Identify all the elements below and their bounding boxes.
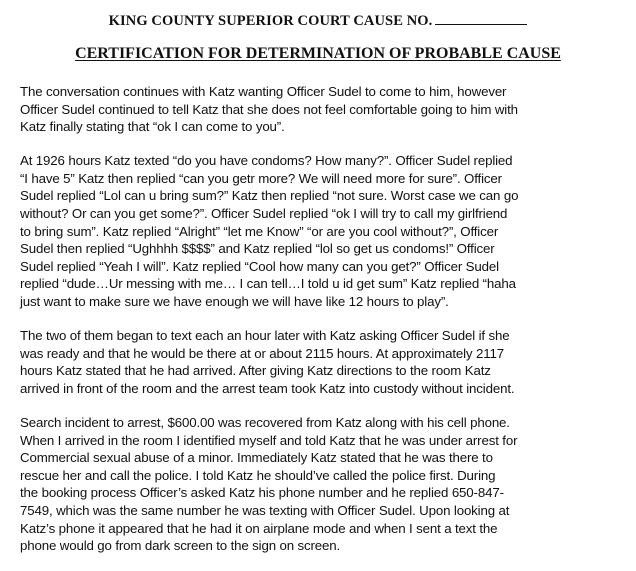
paragraph-line: Commercial sexual abuse of a minor. Immediately Katz stated that he was there to — [20, 450, 493, 466]
paragraph-1 — [20, 83, 624, 136]
paragraph-line: When I arrived in the room I identified myself and told Katz that he was under arrest for — [20, 432, 518, 448]
paragraph-line: to bring sum”. Katz replied “Alright” “let me Know” “or are you cool without?”, Officer — [20, 223, 499, 239]
paragraph-line: arrived in front of the room and the arrest team took Katz into custody without incident. — [20, 380, 515, 396]
paragraph-line: rescue her and call the police. I told Katz he should’ve called the police first. During — [20, 467, 496, 483]
paragraph-line: the booking process Officer’s asked Katz his phone number and he replied 650-847- — [20, 485, 504, 501]
paragraph-line: Katz finally stating that “ok I can come to you”. — [20, 119, 285, 135]
cause-number-header — [0, 12, 636, 30]
paragraph-line: Search incident to arrest, $600.00 was recovered from Katz along with his cell phone. — [20, 415, 510, 430]
cause-number-blank — [435, 12, 527, 25]
paragraph-line: “I have 5” Katz then replied “can you getr more? We will need more for sure”. Officer — [20, 170, 502, 186]
document-title: CERTIFICATION FOR DETERMINATION OF PROBABLE CAUSE — [75, 45, 561, 62]
paragraph-2 — [20, 152, 624, 310]
paragraph-line: was ready and that he would be there at or about 2115 hours. At approximately 2117 — [20, 345, 504, 361]
paragraph-line: Sudel replied “Yeah I will”. Katz replied “Cool how many can you get?” Officer Sudel — [20, 258, 499, 274]
paragraph-4 — [20, 414, 624, 555]
paragraph-line: Sudel then replied “Ughhhh $$$$” and Katz replied “lol so get us condoms!” Officer — [20, 241, 495, 257]
paragraph-line: without? Or can you get some?”. Officer Sudel replied “ok I will try to call my girlfriend — [20, 206, 508, 222]
paragraph-line: The conversation continues with Katz wanting Officer Sudel to come to him, however — [20, 84, 507, 99]
paragraph-line: The two of them began to text each an hour later with Katz asking Officer Sudel if she — [20, 328, 510, 344]
paragraph-line: just want to make sure we have enough we will have like 12 hours to play”. — [20, 294, 449, 310]
document-body — [20, 83, 624, 571]
paragraph-line: Katz’s phone it appeared that he had it on airplane mode and when I sent a text the — [20, 520, 498, 536]
paragraph-line: hours Katz stated that he had arrived. After giving Katz directions to the room Katz — [20, 363, 491, 379]
paragraph-line: Officer Sudel continued to tell Katz that she does not feel comfortable going to him with — [20, 101, 518, 117]
paragraph-line: Sudel replied “Lol can u bring sum?” Katz then replied “not sure. Worst case we can go — [20, 188, 519, 204]
paragraph-line: At 1926 hours Katz texted “do you have condoms? How many?”. Officer Sudel replied — [20, 153, 513, 169]
paragraph-line: phone would go from dark screen to the sign on screen. — [20, 538, 341, 554]
paragraph-line: 7549, which was the same number he was texting with Officer Sudel. Upon looking at — [20, 502, 510, 518]
cause-number-label: KING COUNTY SUPERIOR COURT CAUSE NO. — [108, 13, 433, 29]
paragraph-line: replied “dude…Ur messing with me… I can tell…I told u id get sum” Katz replied “haha — [20, 276, 516, 292]
paragraph-3 — [20, 327, 624, 397]
